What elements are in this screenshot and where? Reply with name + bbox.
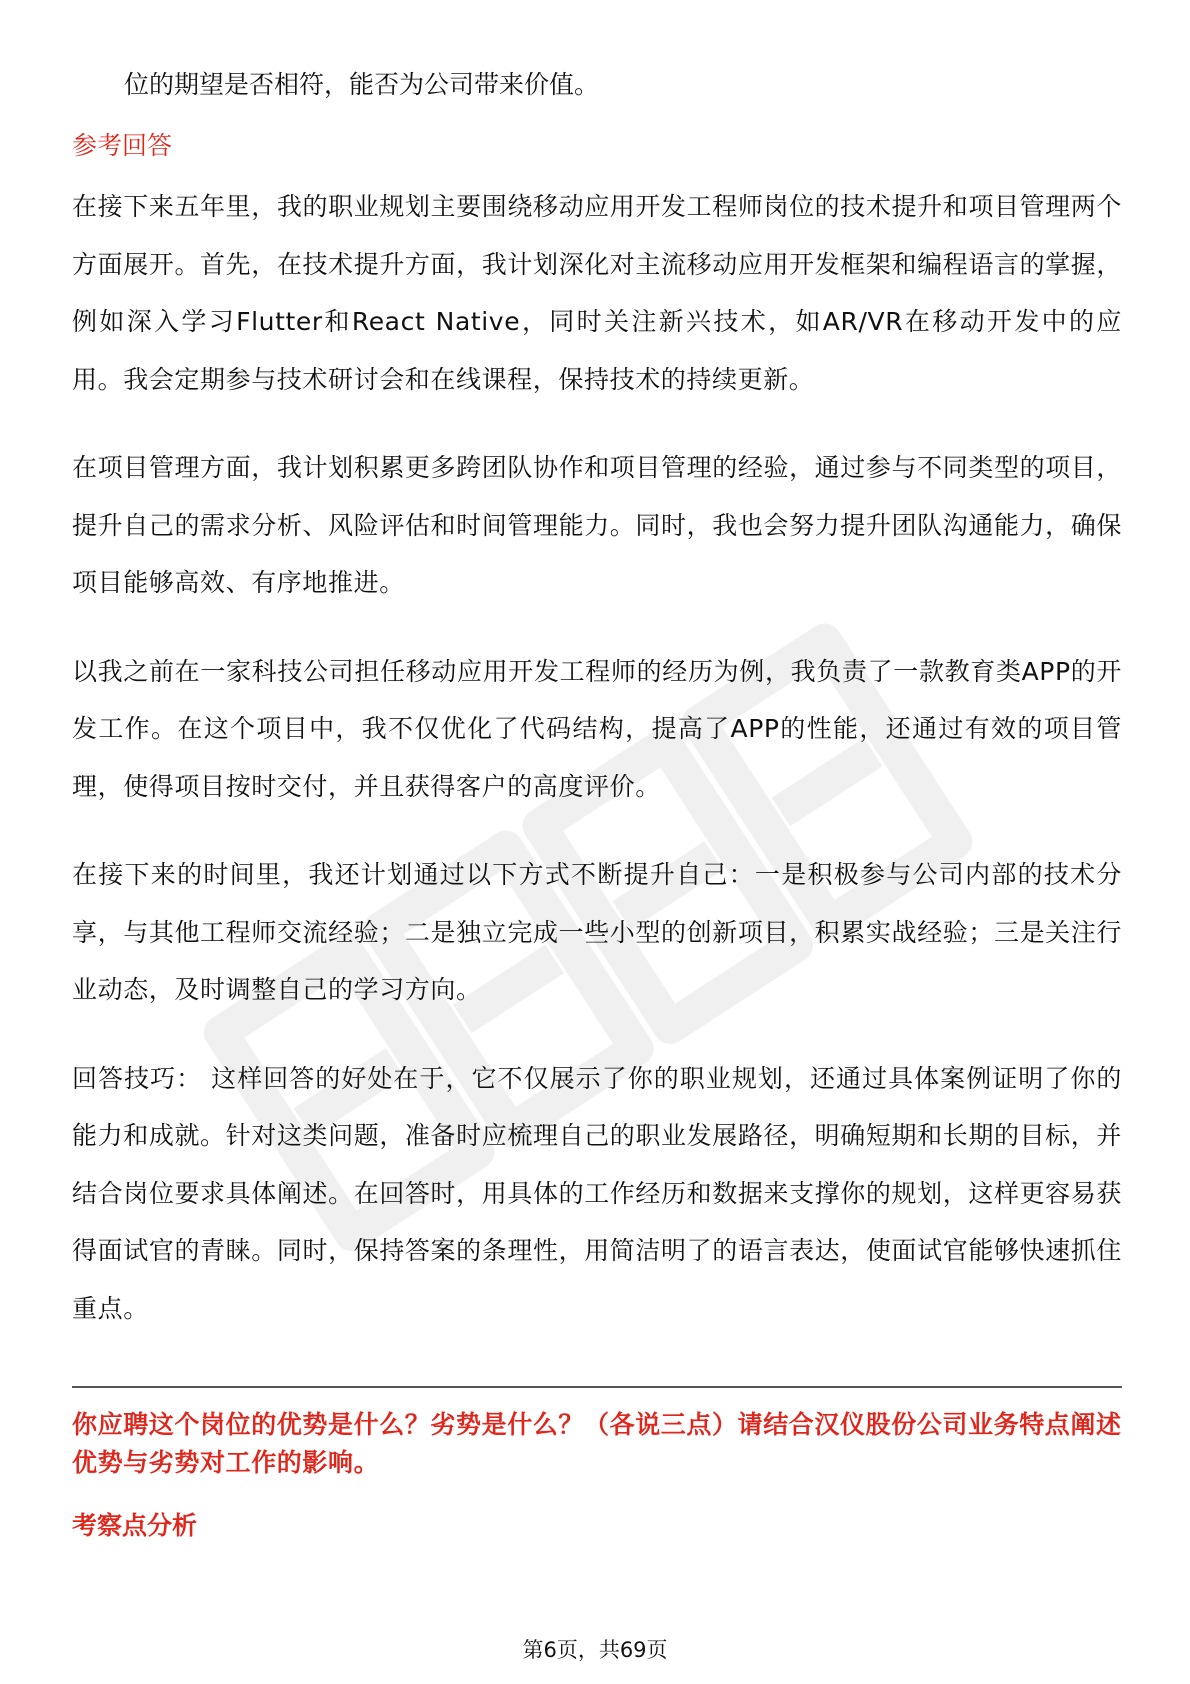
document-body (72, 56, 1122, 1546)
answer-paragraph-2: 在项目管理方面，我计划积累更多跨团队协作和项目管理的经验，通过参与不同类型的项目，提升自己的需求分析、风险评估和时间管理能力。同时，我也会努力提升团队沟通能力，确保项目能够高效、有序地推进。 (72, 453, 1122, 597)
reference-answer-heading: 参考回答 (72, 131, 173, 160)
next-question-title: 你应聘这个岗位的优势是什么？劣势是什么？（各说三点）请结合汉仪股份公司业务特点阐述优势与劣势对工作的影响。 (72, 1410, 1122, 1477)
answer-paragraph-4: 在接下来的时间里，我还计划通过以下方式不断提升自己：一是积极参与公司内部的技术分享，与其他工程师交流经验；二是独立完成一些小型的创新项目，积累实战经验；三是关注行业动态，及时调整自己的学习方向。 (72, 860, 1122, 1004)
continuation-line: 位的期望是否相符，能否为公司带来价值。 (124, 70, 600, 99)
answer-tips-paragraph: 回答技巧： 这样回答的好处在于，它不仅展示了你的职业规划，还通过具体案例证明了你的能力和成就。针对这类问题，准备时应梳理自己的职业发展路径，明确短期和长期的目标，并结合岗位要求具体阐述。在回答时，用具体的工作经历和数据来支撑你的规划，这样更容易获得面试官的青睐。同时，保持答案的条理性，用简洁明了的语言表达，使面试官能够快速抓住重点。 (72, 1063, 1122, 1323)
section-divider (72, 1386, 1122, 1388)
analysis-heading: 考察点分析 (72, 1511, 198, 1540)
answer-paragraph-3: 以我之前在一家科技公司担任移动应用开发工程师的经历为例，我负责了一款教育类APP的开发工作。在这个项目中，我不仅优化了代码结构，提高了APP的性能，还通过有效的项目管理，使得项目按时交付，并且获得客户的高度评价。 (72, 656, 1122, 801)
answer-paragraph-1: 在接下来五年里，我的职业规划主要围绕移动应用开发工程师岗位的技术提升和项目管理两个方面展开。首先，在技术提升方面，我计划深化对主流移动应用开发框架和编程语言的掌握，例如深入学习Flutter和React Native，同时关注新兴技术，如AR/VR在移动开发中的应用。我会定期参与技术研讨会和在线课程，保持技术的持续更新。 (72, 192, 1122, 394)
page-number-footer: 第6页，共69页 (522, 1638, 668, 1662)
